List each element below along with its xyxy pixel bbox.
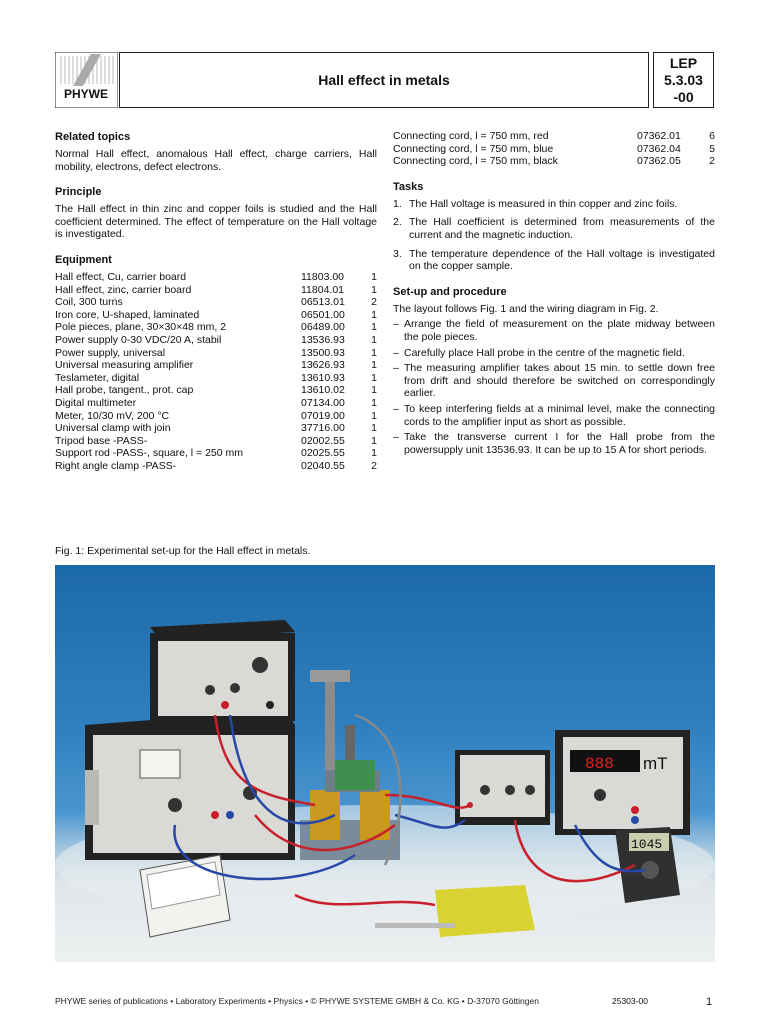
cord-name: Connecting cord, l = 750 mm, red [393, 130, 549, 142]
equipment-code: 37716.00 [301, 422, 345, 435]
equipment-name: Pole pieces, plane, 30×30×48 mm, 2 [55, 321, 227, 334]
equipment-row [55, 284, 377, 297]
svg-text:888: 888 [585, 755, 614, 773]
equipment-code: 06501.00 [301, 308, 345, 321]
equipment-code: 11804.01 [301, 283, 345, 296]
tasks-section [393, 180, 715, 273]
equipment-code: 13500.93 [301, 346, 345, 359]
cord-name: Connecting cord, l = 750 mm, blue [393, 142, 554, 155]
dash-marker: – [393, 362, 399, 375]
footer-code: 25303-00 [612, 996, 648, 1006]
equipment-code: 07019.00 [301, 409, 345, 422]
equipment-code: 13610.02 [301, 384, 345, 397]
setup-list [393, 318, 715, 456]
equipment-code: 02002.55 [301, 434, 345, 447]
equipment-qty: 1 [371, 359, 377, 372]
equipment-row [55, 397, 377, 410]
equipment-qty: 1 [371, 434, 377, 447]
lep-number [653, 52, 714, 108]
teslameter [555, 730, 690, 835]
equipment-row [55, 447, 377, 460]
footer-text: PHYWE series of publications • Laboratory Experiments • Physics • © PHYWE SYSTEME GMBH & Co. KG • D-37070 Göttingen [55, 996, 539, 1006]
task-list [393, 198, 715, 273]
equipment-row [55, 347, 377, 360]
setup-item [393, 347, 715, 360]
cord-row [393, 143, 715, 156]
equipment-heading: Equipment [55, 253, 112, 266]
teslameter-unit: mT [643, 754, 668, 773]
right-column [393, 130, 715, 468]
digital-multimeter [615, 827, 680, 903]
setup-item [393, 318, 715, 343]
equipment-qty: 1 [371, 384, 377, 397]
equipment-qty: 1 [371, 333, 377, 346]
equipment-qty: 1 [371, 447, 377, 460]
cord-qty: 6 [709, 130, 715, 142]
principle-heading: Principle [55, 186, 102, 199]
equipment-qty: 1 [371, 396, 377, 409]
equipment-row [55, 309, 377, 322]
phywe-logo [55, 52, 118, 108]
equipment-name: Digital multimeter [55, 396, 137, 409]
task-item [393, 198, 715, 211]
equipment-name: Tripod base -PASS- [55, 434, 148, 447]
setup-intro: The layout follows Fig. 1 and the wiring diagram in Fig. 2. [393, 302, 659, 315]
cord-row [393, 130, 715, 143]
related-topics-text: Normal Hall effect, anomalous Hall effect, charge carriers, Hall mobility, electrons, defect electrons. [55, 148, 377, 173]
equipment-code: 06513.01 [301, 296, 345, 309]
equipment-qty: 1 [371, 270, 377, 283]
figure-caption: Fig. 1: Experimental set-up for the Hall effect in metals. [55, 545, 311, 557]
task-text: The Hall voltage is measured in thin copper and zinc foils. [409, 197, 678, 210]
setup-text: Carefully place Hall probe in the centre of the magnetic field. [404, 346, 685, 359]
task-text: The temperature dependence of the Hall voltage is investigated on the copper sample. [409, 247, 715, 273]
lep-line-1: LEP [669, 54, 698, 71]
equipment-row [55, 296, 377, 309]
setup-text: Arrange the field of measurement on the plate midway between the pole pieces. [404, 318, 715, 343]
lep-line-3: -00 [673, 88, 694, 105]
task-item [393, 216, 715, 241]
equipment-qty: 1 [371, 371, 377, 384]
equipment-name: Right angle clamp -PASS- [55, 459, 177, 472]
dash-marker: – [393, 402, 399, 415]
equipment-name: Power supply 0-30 VDC/20 A, stabil [55, 333, 222, 346]
principle-text: The Hall effect in thin zinc and copper foils is studied and the Hall coefficient determined. The effect of temperature on the Hall voltage is investigated. [55, 203, 377, 241]
equipment-name: Teslameter, digital [55, 371, 140, 384]
measuring-amplifier [455, 750, 550, 825]
equipment-row [55, 435, 377, 448]
equipment-row [55, 321, 377, 334]
setup-item [393, 431, 715, 456]
page-title-text: Hall effect in metals [318, 72, 450, 88]
equipment-name: Hall effect, Cu, carrier board [55, 270, 187, 283]
lep-line-2: 5.3.03 [664, 71, 703, 88]
equipment-name: Meter, 10/30 mV, 200 °C [55, 409, 170, 422]
tasks-heading: Tasks [393, 180, 424, 193]
equipment-name: Universal clamp with join [55, 422, 171, 435]
setup-item [393, 403, 715, 428]
equipment-qty: 2 [371, 296, 377, 309]
equipment-list [55, 271, 377, 473]
equipment-code: 06489.00 [301, 321, 345, 334]
equipment-name: Coil, 300 turns [55, 296, 123, 309]
cord-code: 07362.01 [637, 130, 681, 142]
equipment-row [55, 372, 377, 385]
setup-item [393, 362, 715, 400]
equipment-row [55, 384, 377, 397]
experiment-photo [55, 565, 715, 962]
equipment-row [55, 334, 377, 347]
equipment-row [55, 422, 377, 435]
task-number: 3. [393, 247, 402, 260]
cord-row [393, 155, 715, 168]
dash-marker: – [393, 346, 399, 359]
task-text: The Hall coefficient is determined from measurements of the current and the magnetic induction. [409, 216, 715, 241]
equipment-code: 07134.00 [301, 396, 345, 409]
equipment-section [55, 253, 377, 473]
setup-text: To keep interfering fields at a minimal level, make the connecting cords to the amplifier input as short as possible. [404, 402, 715, 428]
cord-name: Connecting cord, l = 750 mm, black [393, 155, 558, 168]
equipment-row [55, 410, 377, 423]
equipment-qty: 1 [371, 422, 377, 435]
equipment-qty: 1 [371, 409, 377, 422]
equipment-name: Iron core, U-shaped, laminated [55, 308, 200, 321]
equipment-code: 13610.93 [301, 371, 345, 384]
equipment-qty: 2 [371, 459, 377, 472]
power-supply-stabil [85, 710, 295, 860]
cord-code: 07362.04 [637, 142, 681, 155]
cord-list [393, 130, 715, 168]
equipment-row [55, 460, 377, 473]
equipment-row [55, 271, 377, 284]
related-topics-heading: Related topics [55, 131, 131, 143]
logo-text: PHYWE [63, 87, 109, 101]
cord-code: 07362.05 [637, 155, 681, 168]
setup-text: The measuring amplifier takes about 15 min. to settle down free from drift and should therefore be switched on correspondingly earlier. [404, 362, 715, 400]
cord-qty: 2 [709, 155, 715, 168]
setup-heading: Set-up and procedure [393, 285, 507, 298]
principle-section [55, 185, 377, 241]
cord-qty: 5 [709, 142, 715, 155]
equipment-qty: 1 [371, 346, 377, 359]
dash-marker: – [393, 431, 399, 444]
equipment-code: 13536.93 [301, 333, 345, 346]
page-number: 1 [706, 996, 713, 1008]
related-topics-section [55, 130, 377, 173]
equipment-qty: 1 [371, 321, 377, 334]
task-number: 2. [393, 216, 402, 229]
equipment-code: 13626.93 [301, 359, 345, 372]
task-item [393, 248, 715, 273]
dash-marker: – [393, 318, 399, 331]
equipment-code: 02025.55 [301, 447, 345, 460]
left-column [55, 130, 377, 484]
equipment-row [55, 359, 377, 372]
analog-meter [140, 855, 230, 937]
equipment-name: Hall probe, tangent., prot. cap [55, 384, 194, 397]
setup-section [393, 285, 715, 457]
equipment-qty: 1 [371, 283, 377, 296]
equipment-code: 02040.55 [301, 459, 345, 472]
equipment-name: Power supply, universal [55, 346, 166, 359]
task-number: 1. [393, 197, 402, 210]
equipment-qty: 1 [371, 308, 377, 321]
page-title [119, 52, 649, 108]
equipment-code: 11803.00 [301, 270, 345, 283]
power-supply-universal [150, 620, 295, 721]
equipment-name: Universal measuring amplifier [55, 359, 194, 372]
setup-text: Take the transverse current I for the Hall probe from the powersupply unit 13536.93. It can be up to 15 A for short periods. [404, 431, 715, 456]
multimeter-reading: 1045 [631, 837, 663, 852]
equipment-name: Support rod -PASS-, square, l = 250 mm [55, 447, 244, 460]
equipment-name: Hall effect, zinc, carrier board [55, 283, 192, 296]
